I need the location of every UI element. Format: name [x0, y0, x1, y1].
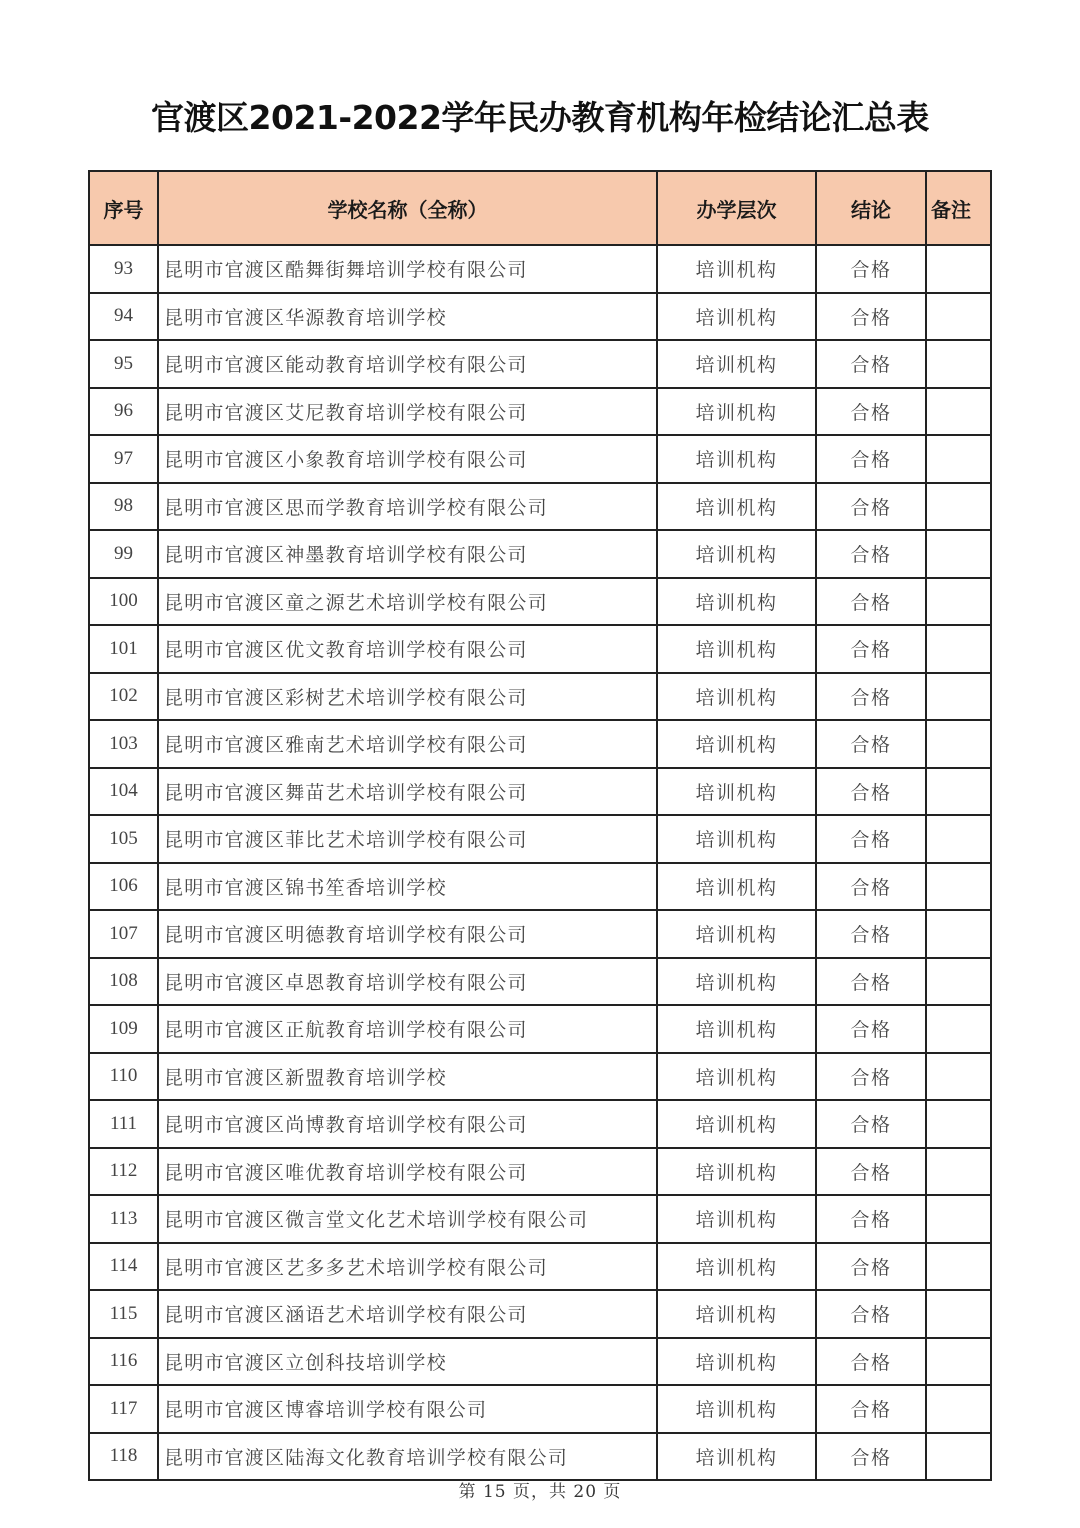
cell-result: 合格 — [816, 815, 926, 863]
cell-result: 合格 — [816, 340, 926, 388]
table-row — [89, 815, 991, 863]
cell-school-name: 昆明市官渡区小象教育培训学校有限公司 — [158, 435, 657, 483]
cell-seq: 99 — [89, 530, 158, 578]
cell-level: 培训机构 — [657, 910, 816, 958]
cell-level: 培训机构 — [657, 720, 816, 768]
document-title: 官渡区2021-2022学年民办教育机构年检结论汇总表 — [151, 98, 929, 137]
cell-seq: 96 — [89, 388, 158, 436]
table-row — [89, 625, 991, 673]
cell-school-name: 昆明市官渡区涵语艺术培训学校有限公司 — [158, 1290, 657, 1338]
table-row — [89, 1433, 991, 1481]
cell-note — [926, 768, 991, 816]
table-row — [89, 1005, 991, 1053]
cell-result: 合格 — [816, 1005, 926, 1053]
cell-seq: 93 — [89, 245, 158, 293]
cell-seq: 115 — [89, 1290, 158, 1338]
cell-school-name: 昆明市官渡区尚博教育培训学校有限公司 — [158, 1100, 657, 1148]
cell-note — [926, 673, 991, 721]
cell-seq: 94 — [89, 293, 158, 341]
cell-seq: 98 — [89, 483, 158, 531]
cell-result: 合格 — [816, 293, 926, 341]
cell-school-name: 昆明市官渡区华源教育培训学校 — [158, 293, 657, 341]
cell-level: 培训机构 — [657, 483, 816, 531]
cell-result: 合格 — [816, 1385, 926, 1433]
cell-result: 合格 — [816, 1148, 926, 1196]
cell-result: 合格 — [816, 245, 926, 293]
cell-seq: 111 — [89, 1100, 158, 1148]
cell-result: 合格 — [816, 1243, 926, 1291]
cell-result: 合格 — [816, 863, 926, 911]
cell-note — [926, 483, 991, 531]
cell-result: 合格 — [816, 768, 926, 816]
table-row — [89, 1195, 991, 1243]
cell-level: 培训机构 — [657, 1195, 816, 1243]
cell-result: 合格 — [816, 388, 926, 436]
cell-level: 培训机构 — [657, 1005, 816, 1053]
cell-school-name: 昆明市官渡区陆海文化教育培训学校有限公司 — [158, 1433, 657, 1481]
cell-school-name: 昆明市官渡区明德教育培训学校有限公司 — [158, 910, 657, 958]
cell-note — [926, 1290, 991, 1338]
cell-seq: 108 — [89, 958, 158, 1006]
cell-level: 培训机构 — [657, 1290, 816, 1338]
cell-seq: 95 — [89, 340, 158, 388]
table-row — [89, 768, 991, 816]
inspection-results-table — [88, 170, 992, 1481]
cell-result: 合格 — [816, 578, 926, 626]
cell-level: 培训机构 — [657, 958, 816, 1006]
header-school-name: 学校名称（全称） — [158, 171, 657, 245]
cell-level: 培训机构 — [657, 1148, 816, 1196]
cell-school-name: 昆明市官渡区艺多多艺术培训学校有限公司 — [158, 1243, 657, 1291]
cell-note — [926, 1243, 991, 1291]
cell-note — [926, 1005, 991, 1053]
table-row — [89, 530, 991, 578]
cell-level: 培训机构 — [657, 1385, 816, 1433]
cell-school-name: 昆明市官渡区正航教育培训学校有限公司 — [158, 1005, 657, 1053]
cell-result: 合格 — [816, 435, 926, 483]
cell-school-name: 昆明市官渡区博睿培训学校有限公司 — [158, 1385, 657, 1433]
cell-level: 培训机构 — [657, 1338, 816, 1386]
table-row — [89, 910, 991, 958]
cell-seq: 103 — [89, 720, 158, 768]
cell-school-name: 昆明市官渡区神墨教育培训学校有限公司 — [158, 530, 657, 578]
cell-school-name: 昆明市官渡区唯优教育培训学校有限公司 — [158, 1148, 657, 1196]
cell-seq: 114 — [89, 1243, 158, 1291]
table-row — [89, 720, 991, 768]
cell-note — [926, 720, 991, 768]
cell-school-name: 昆明市官渡区艾尼教育培训学校有限公司 — [158, 388, 657, 436]
table-row — [89, 1148, 991, 1196]
table-row — [89, 245, 991, 293]
cell-level: 培训机构 — [657, 1243, 816, 1291]
table-row — [89, 1100, 991, 1148]
header-note: 备注 — [926, 171, 991, 245]
cell-school-name: 昆明市官渡区雅南艺术培训学校有限公司 — [158, 720, 657, 768]
table-row — [89, 863, 991, 911]
cell-note — [926, 578, 991, 626]
cell-seq: 112 — [89, 1148, 158, 1196]
cell-result: 合格 — [816, 720, 926, 768]
cell-note — [926, 910, 991, 958]
cell-level: 培训机构 — [657, 578, 816, 626]
table-row — [89, 578, 991, 626]
table-row — [89, 483, 991, 531]
cell-level: 培训机构 — [657, 340, 816, 388]
cell-school-name: 昆明市官渡区卓恩教育培训学校有限公司 — [158, 958, 657, 1006]
cell-school-name: 昆明市官渡区微言堂文化艺术培训学校有限公司 — [158, 1195, 657, 1243]
cell-result: 合格 — [816, 1290, 926, 1338]
cell-result: 合格 — [816, 673, 926, 721]
cell-seq: 106 — [89, 863, 158, 911]
cell-level: 培训机构 — [657, 1100, 816, 1148]
cell-level: 培训机构 — [657, 388, 816, 436]
cell-note — [926, 1053, 991, 1101]
page-footer: 第 15 页，共 20 页 — [458, 1482, 622, 1502]
table-header-row — [89, 171, 991, 245]
cell-school-name: 昆明市官渡区能动教育培训学校有限公司 — [158, 340, 657, 388]
cell-seq: 105 — [89, 815, 158, 863]
cell-level: 培训机构 — [657, 815, 816, 863]
cell-seq: 113 — [89, 1195, 158, 1243]
cell-result: 合格 — [816, 1338, 926, 1386]
cell-note — [926, 1433, 991, 1481]
table-row — [89, 1243, 991, 1291]
cell-note — [926, 1100, 991, 1148]
cell-result: 合格 — [816, 1053, 926, 1101]
cell-seq: 100 — [89, 578, 158, 626]
table-row — [89, 1385, 991, 1433]
table-row — [89, 1338, 991, 1386]
cell-note — [926, 340, 991, 388]
cell-school-name: 昆明市官渡区锦书笙香培训学校 — [158, 863, 657, 911]
cell-school-name: 昆明市官渡区童之源艺术培训学校有限公司 — [158, 578, 657, 626]
cell-seq: 117 — [89, 1385, 158, 1433]
cell-note — [926, 1195, 991, 1243]
cell-level: 培训机构 — [657, 673, 816, 721]
cell-seq: 97 — [89, 435, 158, 483]
cell-note — [926, 863, 991, 911]
cell-seq: 107 — [89, 910, 158, 958]
cell-result: 合格 — [816, 1195, 926, 1243]
cell-result: 合格 — [816, 1100, 926, 1148]
cell-school-name: 昆明市官渡区菲比艺术培训学校有限公司 — [158, 815, 657, 863]
cell-note — [926, 1385, 991, 1433]
table-row — [89, 340, 991, 388]
table-row — [89, 1290, 991, 1338]
cell-note — [926, 1338, 991, 1386]
cell-level: 培训机构 — [657, 1053, 816, 1101]
cell-result: 合格 — [816, 625, 926, 673]
cell-school-name: 昆明市官渡区思而学教育培训学校有限公司 — [158, 483, 657, 531]
cell-result: 合格 — [816, 910, 926, 958]
table-row — [89, 293, 991, 341]
cell-note — [926, 245, 991, 293]
cell-level: 培训机构 — [657, 293, 816, 341]
cell-note — [926, 815, 991, 863]
cell-seq: 104 — [89, 768, 158, 816]
cell-note — [926, 435, 991, 483]
cell-school-name: 昆明市官渡区立创科技培训学校 — [158, 1338, 657, 1386]
table-row — [89, 388, 991, 436]
cell-result: 合格 — [816, 1433, 926, 1481]
cell-school-name: 昆明市官渡区舞苗艺术培训学校有限公司 — [158, 768, 657, 816]
cell-school-name: 昆明市官渡区优文教育培训学校有限公司 — [158, 625, 657, 673]
cell-level: 培训机构 — [657, 863, 816, 911]
cell-school-name: 昆明市官渡区酷舞街舞培训学校有限公司 — [158, 245, 657, 293]
cell-note — [926, 530, 991, 578]
cell-level: 培训机构 — [657, 768, 816, 816]
cell-result: 合格 — [816, 483, 926, 531]
cell-seq: 116 — [89, 1338, 158, 1386]
cell-level: 培训机构 — [657, 245, 816, 293]
table-row — [89, 958, 991, 1006]
cell-seq: 101 — [89, 625, 158, 673]
cell-note — [926, 388, 991, 436]
table-row — [89, 1053, 991, 1101]
cell-seq: 118 — [89, 1433, 158, 1481]
cell-school-name: 昆明市官渡区彩树艺术培训学校有限公司 — [158, 673, 657, 721]
table-row — [89, 673, 991, 721]
table-body — [89, 245, 991, 1480]
cell-level: 培训机构 — [657, 625, 816, 673]
table-row — [89, 435, 991, 483]
cell-seq: 109 — [89, 1005, 158, 1053]
header-seq: 序号 — [89, 171, 158, 245]
header-result: 结论 — [816, 171, 926, 245]
cell-note — [926, 958, 991, 1006]
header-level: 办学层次 — [657, 171, 816, 245]
cell-note — [926, 293, 991, 341]
cell-school-name: 昆明市官渡区新盟教育培训学校 — [158, 1053, 657, 1101]
cell-seq: 110 — [89, 1053, 158, 1101]
cell-level: 培训机构 — [657, 435, 816, 483]
cell-result: 合格 — [816, 958, 926, 1006]
cell-level: 培训机构 — [657, 530, 816, 578]
cell-note — [926, 1148, 991, 1196]
cell-seq: 102 — [89, 673, 158, 721]
cell-note — [926, 625, 991, 673]
cell-result: 合格 — [816, 530, 926, 578]
cell-level: 培训机构 — [657, 1433, 816, 1481]
